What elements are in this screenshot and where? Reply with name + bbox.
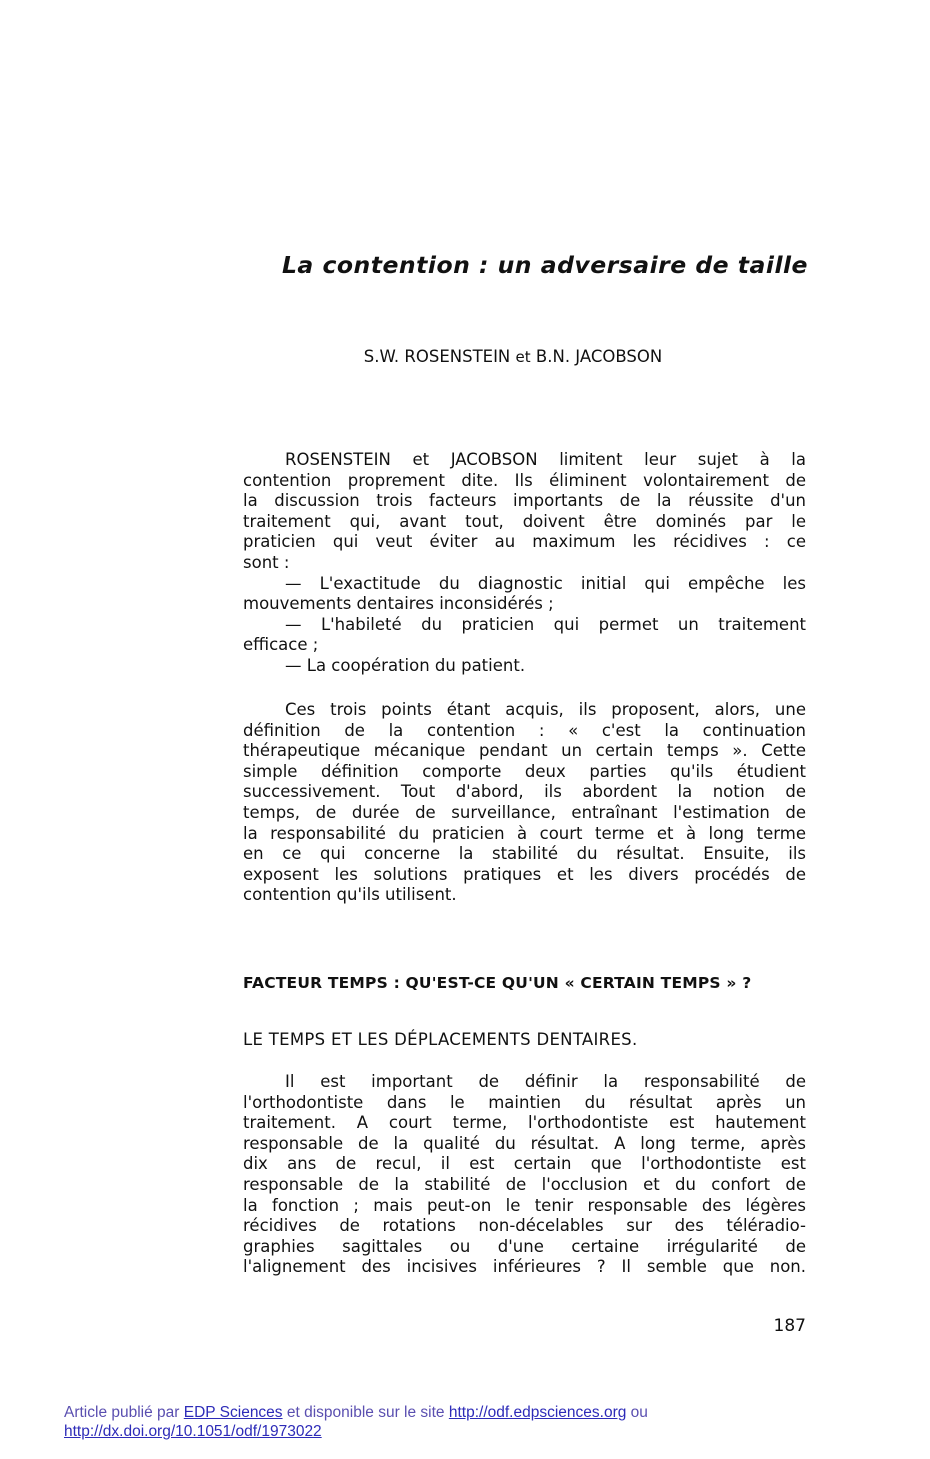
text-line: — L'exactitude du diagnostic initial qui empêche les [285, 573, 806, 593]
text-line: dix ans de recul, il est certain que l'orthodontiste est [243, 1154, 806, 1174]
article-authors [243, 347, 783, 366]
author-conjunction: et [515, 348, 531, 366]
text-line: la fonction ; mais peut-on le tenir responsable des légères [243, 1195, 806, 1215]
article-title: La contention : un adversaire de taille [281, 251, 808, 279]
text-line: récidives de rotations non-décelables sur des téléradio- [243, 1216, 806, 1236]
text-line: ROSENSTEIN et JACOBSON limitent leur sujet à la [285, 450, 806, 469]
text-line: exposent les solutions pratiques et les divers procédés de [243, 864, 806, 884]
text-line: mouvements dentaires inconsidérés ; [243, 594, 554, 614]
section-heading: FACTEUR TEMPS : QU'EST-CE QU'UN « CERTAIN TEMPS » ? [243, 974, 752, 992]
footer-text-available: et disponible sur le site [282, 1404, 449, 1421]
text-line: Il est important de définir la responsabilité de [285, 1072, 806, 1091]
author-rosenstein: S.W. ROSENSTEIN [363, 347, 511, 366]
text-line: Ces trois points étant acquis, ils proposent, alors, une [285, 700, 806, 719]
text-line: la responsabilité du praticien à court terme et à long terme [243, 823, 806, 843]
footer-text-or: ou [626, 1404, 648, 1421]
footer-text-published: Article publié par [64, 1404, 184, 1421]
text-line: définition de la contention : « c'est la continuation [243, 720, 806, 740]
definition-text [243, 700, 806, 906]
text-line: responsable de la qualité du résultat. A long terme, après [243, 1133, 806, 1153]
text-line: l'orthodontiste dans le maintien du résultat après un [243, 1092, 806, 1112]
page-number: 187 [773, 1316, 806, 1336]
doi-link[interactable]: http://dx.doi.org/10.1051/odf/1973022 [64, 1423, 322, 1440]
text-line: thérapeutique mécanique pendant un certain temps ». Cette [243, 741, 806, 761]
text-line: contention qu'ils utilisent. [243, 885, 457, 905]
abstract-paragraph [243, 450, 806, 677]
text-line: la discussion trois facteurs importants de la réussite d'un [243, 491, 806, 511]
text-line: traitement qui, avant tout, doivent être dominés par le [243, 511, 806, 531]
text-line: responsable de la stabilité de l'occlusion et du confort de [243, 1174, 806, 1194]
text-line: sont : [243, 552, 290, 572]
text-line: contention proprement dite. Ils éliminent volontairement de [243, 470, 806, 490]
author-jacobson: B.N. JACOBSON [535, 347, 663, 366]
list-item-cooperation [243, 656, 806, 677]
abstract-intro [243, 450, 806, 574]
text-line: graphies sagittales ou d'une certaine irrégularité de [243, 1236, 806, 1256]
text-line: l'alignement des incisives inférieures ? Il semble que non. [243, 1257, 806, 1277]
text-line: — La coopération du patient. [285, 655, 526, 675]
responsibility-text [243, 1072, 806, 1278]
list-item-habilete [243, 615, 806, 656]
list-item-diagnostic [243, 574, 806, 615]
edp-sciences-link[interactable]: EDP Sciences [183, 1404, 283, 1421]
text-line: praticien qui veut éviter au maximum les récidives : ce [243, 532, 806, 552]
footer-line-1 [64, 1403, 648, 1422]
responsibility-paragraph [243, 1072, 806, 1278]
odf-site-link[interactable]: http://odf.edpsciences.org [448, 1404, 627, 1421]
section-subheading: LE TEMPS ET LES DÉPLACEMENTS DENTAIRES. [243, 1030, 638, 1049]
footer-line-2 [64, 1422, 648, 1441]
text-line: simple définition comporte deux parties qu'ils étudient [243, 761, 806, 781]
definition-paragraph [243, 700, 806, 906]
text-line: temps, de durée de surveillance, entraînant l'estimation de [243, 802, 806, 822]
text-line: en ce qui concerne la stabilité du résultat. Ensuite, ils [243, 844, 806, 864]
text-line: successivement. Tout d'abord, ils abordent la notion de [243, 782, 806, 802]
text-line: efficace ; [243, 635, 319, 655]
text-line: traitement. A court terme, l'orthodontiste est hautement [243, 1113, 806, 1133]
publication-footer [64, 1403, 648, 1441]
text-line: — L'habileté du praticien qui permet un traitement [285, 614, 806, 634]
